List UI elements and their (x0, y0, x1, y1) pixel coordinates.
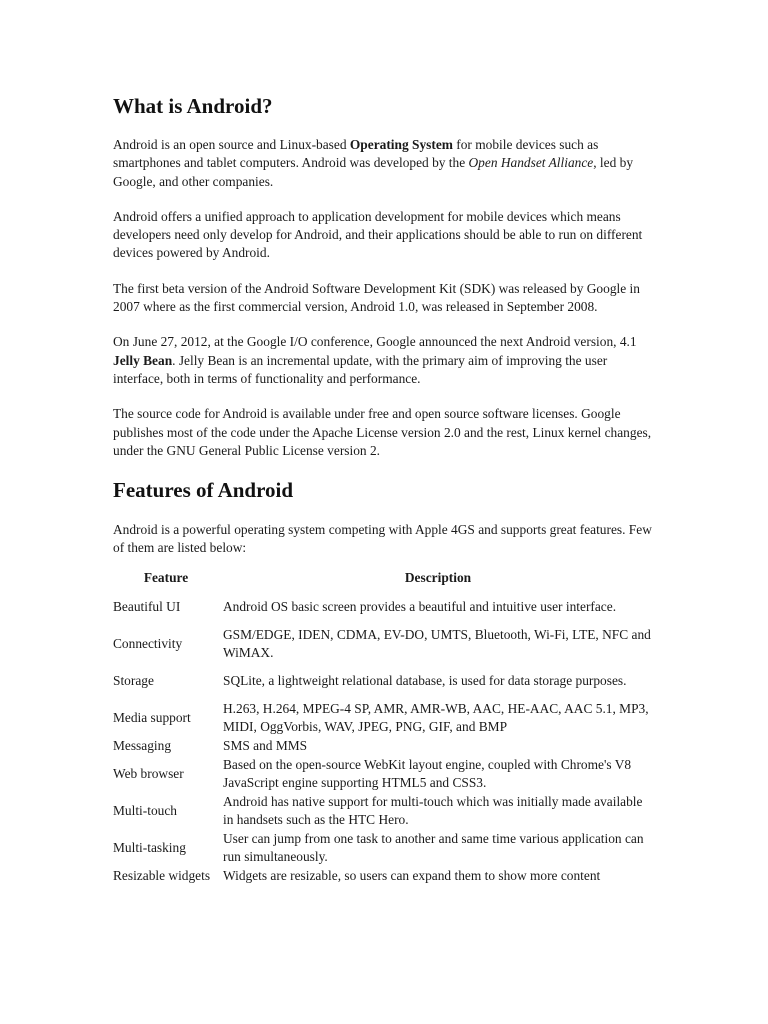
table-row (111, 867, 655, 886)
feature-description: H.263, H.264, MPEG-4 SP, AMR, AMR-WB, AAC, HE-AAC, AAC 5.1, MP3, MIDI, OggVorbis, WAV, JPEG, PNG, GIF, and BMP (223, 700, 649, 735)
table-row (111, 830, 655, 867)
paragraph-jelly-bean-text-a: On June 27, 2012, at the Google I/O conference, Google announced the next Android version, 4.1 (113, 334, 637, 350)
column-header-feature: Feature (143, 569, 189, 585)
feature-description: GSM/EDGE, IDEN, CDMA, EV-DO, UMTS, Bluetooth, Wi-Fi, LTE, NFC and WiMAX. (223, 626, 651, 661)
paragraph-jelly-bean (113, 333, 658, 388)
feature-name: Messaging (113, 738, 172, 754)
operating-system-bold: Operating System (349, 137, 453, 152)
feature-name: Resizable widgets (113, 868, 211, 884)
feature-name: Multi-touch (113, 803, 177, 819)
section-heading-what-is-android: What is Android? (113, 94, 273, 118)
paragraph-unified-approach: Android offers a unified approach to application development for mobile devices which means developers need only develop for Android, and their applications should be able to run on different devices powered by Android. (113, 208, 643, 261)
feature-name: Multi-tasking (113, 840, 186, 856)
feature-name: Web browser (113, 766, 184, 782)
feature-name: Beautiful UI (113, 599, 181, 615)
paragraph-features-intro: Android is a powerful operating system competing with Apple 4GS and supports great features. Few of them are listed below: (113, 522, 652, 556)
paragraph-source-code: The source code for Android is available under free and open source software licenses. Google publishes most of the code under the Apache License version 2.0 and the rest, Linux kernel changes, under the GNU General Public License version 2. (113, 406, 652, 458)
table-row (111, 756, 655, 793)
table-header-row (111, 568, 655, 589)
table-row (111, 589, 655, 626)
feature-description: User can jump from one task to another and same time various application can run simultaneously. (223, 830, 644, 865)
feature-name: Connectivity (113, 636, 183, 652)
table-row (111, 663, 655, 700)
open-handset-alliance-italic: Open Handset Alliance (468, 155, 594, 171)
paragraph-jelly-bean-text-c: . Jelly Bean is an incremental update, with the primary aim of improving the user interface, both in terms of functionality and performance. (113, 352, 608, 386)
paragraph-intro-text-c: for mobile devices such as smartphones and tablet computers. Android was developed by the (113, 137, 599, 171)
table-row (111, 793, 655, 830)
table-row (111, 626, 655, 663)
paragraph-intro-text-a: Android is an open source and Linux-based (113, 137, 350, 152)
features-table (111, 568, 655, 886)
feature-name: Media support (113, 710, 191, 726)
paragraph-sdk-history: The first beta version of the Android Software Development Kit (SDK) was released by Google in 2007 where as the first commercial version, Android 1.0, was released in September 2008. (113, 280, 640, 315)
feature-description: Android has native support for multi-touch which was initially made available in handsets such as the HTC Hero. (223, 793, 643, 828)
paragraph-intro-text-e: , led by Google, and other companies. (113, 155, 634, 189)
feature-name: Storage (113, 673, 154, 689)
table-row (111, 737, 655, 756)
section-heading-features: Features of Android (113, 478, 294, 503)
document-page (113, 92, 658, 886)
feature-description: Based on the open-source WebKit layout engine, coupled with Chrome's V8 JavaScript engine supporting HTML5 and CSS3. (223, 756, 632, 791)
feature-description: SMS and MMS (223, 738, 308, 754)
feature-description: Android OS basic screen provides a beautiful and intuitive user interface. (223, 599, 617, 615)
feature-description: Widgets are resizable, so users can expand them to show more content (223, 868, 601, 884)
jelly-bean-bold: Jelly Bean (113, 352, 173, 368)
paragraph-intro (113, 136, 658, 191)
feature-description: SQLite, a lightweight relational database, is used for data storage purposes. (223, 673, 627, 689)
table-row (111, 700, 655, 737)
column-header-description: Description (404, 569, 472, 585)
